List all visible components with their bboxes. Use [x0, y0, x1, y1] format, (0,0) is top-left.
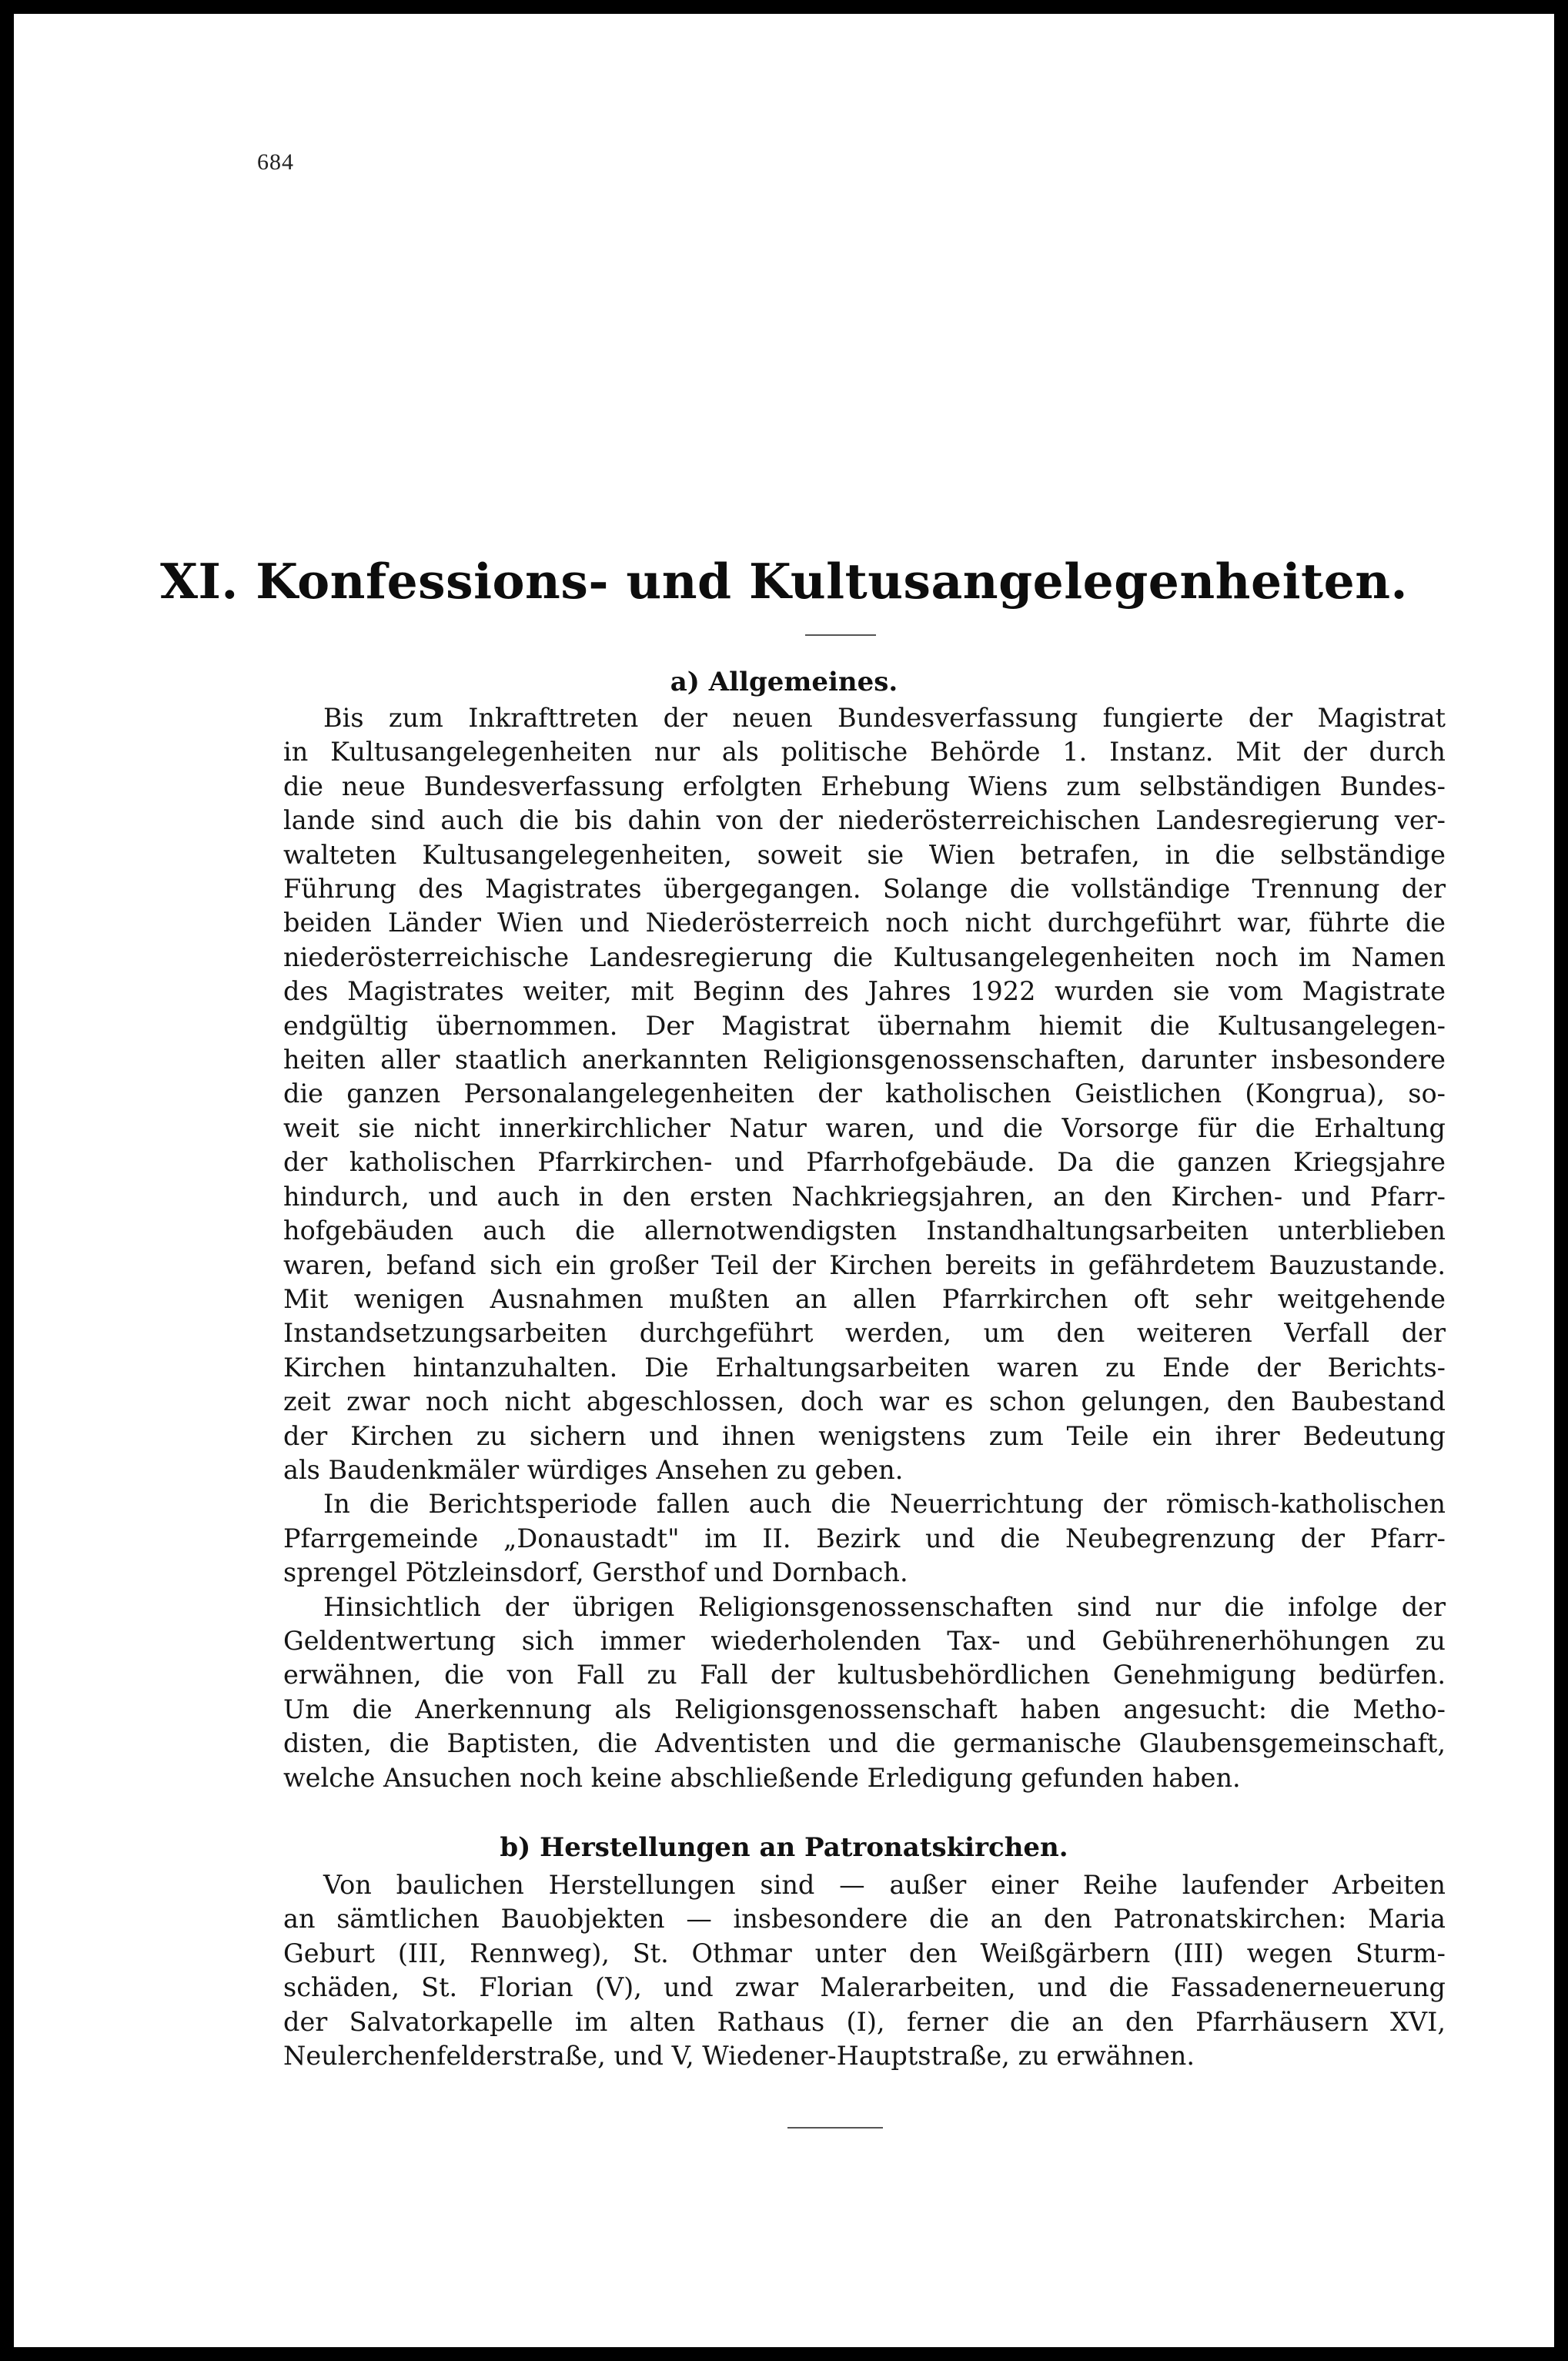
text-line: Bis zum Inkrafttreten der neuen Bundesverfassung fungierte der Magistrat: [323, 703, 1446, 733]
text-line: disten, die Baptisten, die Adventisten und die germanische Glaubensgemeinschaft,: [283, 1728, 1446, 1759]
text-line: Geldentwertung sich immer wiederholenden Tax- und Gebührenerhöhungen zu: [283, 1625, 1446, 1656]
text-line: in Kultusangelegenheiten nur als politische Behörde 1. Instanz. Mit der durch: [283, 737, 1446, 767]
text-line: Kirchen hintanzuhalten. Die Erhaltungsarbeiten waren zu Ende der Berichts-: [283, 1352, 1446, 1383]
section-heading-patronatskirchen: b) Herstellungen an Patronatskirchen.: [500, 1832, 1068, 1863]
text-line: schäden, St. Florian (V), und zwar Malerarbeiten, und die Fassadenerneuerung: [283, 1972, 1446, 2003]
text-line: welche Ansuchen noch keine abschließende Erledigung gefunden haben.: [283, 1762, 1241, 1793]
text-line: weit sie nicht innerkirchlicher Natur waren, und die Vorsorge für die Erhaltung: [283, 1112, 1446, 1143]
text-line: sprengel Pötzleinsdorf, Gersthof und Dornbach.: [283, 1557, 908, 1588]
text-line: Mit wenigen Ausnahmen mußten an allen Pfarrkirchen oft sehr weitgehende: [283, 1283, 1446, 1314]
text-line: hindurch, und auch in den ersten Nachkriegsjahren, an den Kirchen- und Pfarr-: [283, 1181, 1446, 1212]
text-line: Pfarrgemeinde „Donaustadt" im II. Bezirk und die Neubegrenzung der Pfarr-: [283, 1523, 1446, 1553]
text-line: lande sind auch die bis dahin von der niederösterreichischen Landesregierung ver-: [283, 805, 1446, 836]
text-line: des Magistrates weiter, mit Beginn des Jahres 1922 wurden sie vom Magistrate: [283, 976, 1446, 1007]
section-b-body: [283, 1868, 1446, 2073]
text-line: erwähnen, die von Fall zu Fall der kultusbehördlichen Genehmigung bedürfen.: [283, 1660, 1446, 1690]
chapter-title: XI. Konfessions- und Kultusangelegenheiten.: [160, 553, 1408, 610]
text-line: der katholischen Pfarrkirchen- und Pfarrhofgebäude. Da die ganzen Kriegsjahre: [283, 1147, 1446, 1178]
text-line: der Kirchen zu sichern und ihnen wenigstens zum Teile ein ihrer Bedeutung: [283, 1420, 1446, 1451]
text-line: Um die Anerkennung als Religionsgenossenschaft haben angesucht: die Metho-: [283, 1694, 1446, 1724]
text-line: waren, befand sich ein großer Teil der Kirchen bereits in gefährdetem Bauzustande.: [283, 1249, 1446, 1280]
document-page: [14, 14, 1554, 2347]
text-line: Instandsetzungsarbeiten durchgeführt werden, um den weiteren Verfall der: [283, 1318, 1446, 1349]
page-number: 684: [257, 149, 294, 175]
text-line: beiden Länder Wien und Niederösterreich noch nicht durchgeführt war, führte die: [283, 908, 1446, 938]
text-line: Neulerchenfelderstraße, und V, Wiedener-Hauptstraße, zu erwähnen.: [283, 2041, 1195, 2072]
text-line: Hinsichtlich der übrigen Religionsgenossenschaften sind nur die infolge der: [323, 1591, 1446, 1622]
text-line: die neue Bundesverfassung erfolgten Erhebung Wiens zum selbständigen Bundes-: [283, 771, 1446, 801]
text-line: als Baudenkmäler würdiges Ansehen zu geben.: [283, 1454, 904, 1485]
text-line: In die Berichtsperiode fallen auch die Neuerrichtung der römisch-katholischen: [323, 1489, 1446, 1520]
section-a-body: [283, 701, 1446, 1795]
text-line: die ganzen Personalangelegenheiten der katholischen Geistlichen (Kongrua), so-: [283, 1079, 1446, 1109]
text-line: Von baulichen Herstellungen sind — außer einer Reihe laufender Arbeiten: [323, 1870, 1446, 1900]
text-line: walteten Kultusangelegenheiten, soweit sie Wien betrafen, in die selbständige: [283, 839, 1446, 870]
text-line: heiten aller staatlich anerkannten Religionsgenossenschaften, darunter insbesondere: [283, 1045, 1446, 1075]
text-line: an sämtlichen Bauobjekten — insbesondere die an den Patronatskirchen: Maria: [283, 1904, 1446, 1935]
text-line: hofgebäuden auch die allernotwendigsten Instandhaltungsarbeiten unterblieben: [283, 1216, 1446, 1246]
text-line: Führung des Magistrates übergegangen. Solange die vollständige Trennung der: [283, 874, 1446, 905]
text-line: zeit zwar noch nicht abgeschlossen, doch war es schon gelungen, den Baubestand: [283, 1386, 1446, 1417]
text-line: endgültig übernommen. Der Magistrat übernahm hiemit die Kultusangelegen-: [283, 1010, 1446, 1041]
text-line: Geburt (III, Rennweg), St. Othmar unter den Weißgärbern (III) wegen Sturm-: [283, 1938, 1446, 1968]
text-line: der Salvatorkapelle im alten Rathaus (I), ferner die an den Pfarrhäusern XVI,: [283, 2006, 1446, 2037]
end-divider: [787, 2127, 883, 2129]
title-divider: [805, 634, 876, 636]
text-line: niederösterreichische Landesregierung die Kultusangelegenheiten noch im Namen: [283, 941, 1446, 972]
section-heading-allgemeines: a) Allgemeines.: [670, 667, 898, 697]
